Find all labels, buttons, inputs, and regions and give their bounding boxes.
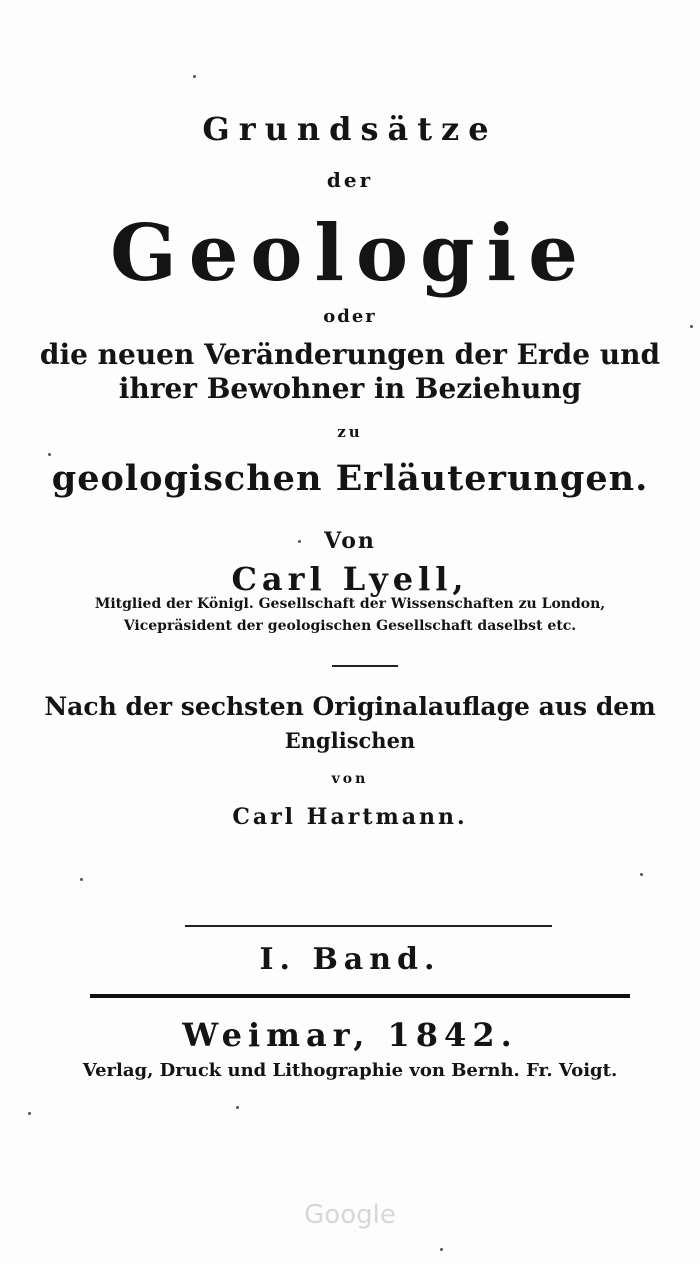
edition-line-1: Nach der sechsten Originalauflage aus dem <box>44 692 656 721</box>
paper-speck <box>80 878 83 881</box>
subtitle-line-1: die neuen Veränderungen der Erde und <box>39 338 661 371</box>
subtitle-line-2: ihrer Bewohner in Beziehung <box>118 372 582 405</box>
divider-short <box>332 665 398 667</box>
edition-line-2: Englischen <box>284 728 416 753</box>
divider-volume-bottom <box>90 994 630 998</box>
paper-speck <box>28 1112 31 1115</box>
paper-speck <box>440 1248 443 1251</box>
translator-von: von <box>331 771 369 787</box>
byline-von: Von <box>324 528 376 554</box>
author-affiliation-2: Vicepräsident der geologischen Gesellschaft daselbst etc. <box>123 618 577 634</box>
paper-speck <box>640 873 643 876</box>
google-watermark: Google <box>304 1200 396 1230</box>
title-line-oder: oder <box>323 306 377 327</box>
divider-volume-top <box>185 925 552 927</box>
subtitle-line-3: geologischen Erläuterungen. <box>51 458 649 499</box>
imprint-publisher: Verlag, Druck und Lithographie von Bernh. Fr. Voigt. <box>82 1060 618 1081</box>
author-affiliation-1: Mitglied der Königl. Gesellschaft der Wissenschaften zu London, <box>94 596 606 612</box>
translator-name: Carl Hartmann. <box>232 804 468 830</box>
title-line-grundsaetze: Grundsätze <box>202 110 498 148</box>
author-name: Carl Lyell, <box>231 560 469 598</box>
paper-speck <box>193 75 196 78</box>
title-line-der: der <box>326 168 374 192</box>
main-title-geologie: Geologie <box>110 208 590 299</box>
paper-speck <box>48 453 51 456</box>
volume-label: I. Band. <box>259 942 441 977</box>
imprint-place-year: Weimar, 1842. <box>182 1016 518 1054</box>
paper-speck <box>236 1106 239 1109</box>
paper-speck <box>690 325 693 328</box>
paper-speck <box>298 540 301 543</box>
subtitle-line-zu: zu <box>337 423 363 441</box>
